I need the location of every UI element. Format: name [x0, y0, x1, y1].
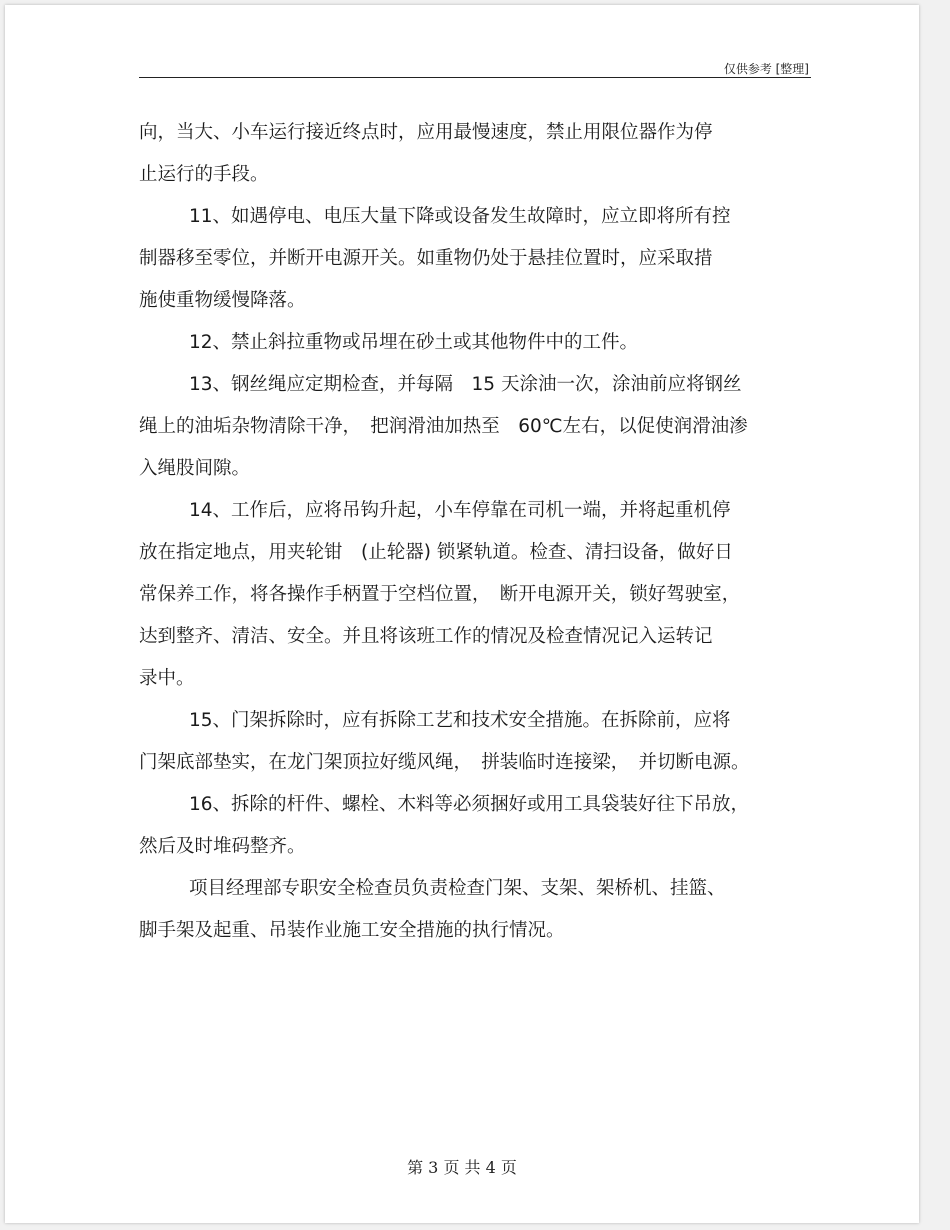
- text-line: 然后及时堆码整齐。: [139, 836, 306, 857]
- header-divider: [139, 77, 811, 78]
- text-line: 16、拆除的杆件、螺栓、木料等必须捆好或用工具袋装好往下吊放，: [189, 794, 750, 815]
- text-line: 止运行的手段。: [139, 164, 269, 185]
- text-line: 绳上的油垢杂物清除干净， 把润滑油加热至 60℃左右，以促使润滑油渗: [139, 416, 748, 437]
- text-line: 12、禁止斜拉重物或吊埋在砂土或其他物件中的工件。: [189, 332, 639, 353]
- text-line: 向，当大、小车运行接近终点时，应用最慢速度，禁止用限位器作为停: [139, 122, 713, 143]
- text-line: 项目经理部专职安全检查员负责检查门架、支架、架桥机、挂篮、: [189, 878, 726, 899]
- text-line: 施使重物缓慢降落。: [139, 290, 306, 311]
- body-text: [139, 112, 819, 952]
- text-line: 脚手架及起重、吊装作业施工安全措施的执行情况。: [139, 920, 565, 941]
- text-line: 11、如遇停电、电压大量下降或设备发生故障时，应立即将所有控: [189, 206, 731, 227]
- text-line: 放在指定地点，用夹轮钳 (止轮器) 锁紧轨道。检查、清扫设备，做好日: [139, 542, 733, 563]
- text-line: 常保养工作，将各操作手柄置于空档位置， 断开电源开关，锁好驾驶室，: [139, 584, 741, 605]
- text-line: 入绳股间隙。: [139, 458, 251, 479]
- document-page: [5, 5, 919, 1223]
- text-line: 制器移至零位，并断开电源开关。如重物仍处于悬挂位置时，应采取措: [139, 248, 713, 269]
- text-line: 录中。: [139, 668, 195, 689]
- header-note: 仅供参考 [整理]: [723, 62, 809, 76]
- text-line: 13、钢丝绳应定期检查，并每隔 15 天涂油一次，涂油前应将钢丝: [189, 374, 742, 395]
- page-number: 第 3 页 共 4 页: [407, 1158, 517, 1177]
- text-line: 14、工作后，应将吊钩升起，小车停靠在司机一端，并将起重机停: [189, 500, 731, 521]
- text-line: 达到整齐、清洁、安全。并且将该班工作的情况及检查情况记入运转记: [139, 626, 713, 647]
- text-line: 门架底部垫实，在龙门架顶拉好缆风绳， 拼装临时连接梁， 并切断电源。: [139, 752, 750, 773]
- text-line: 15、门架拆除时，应有拆除工艺和技术安全措施。在拆除前，应将: [189, 710, 731, 731]
